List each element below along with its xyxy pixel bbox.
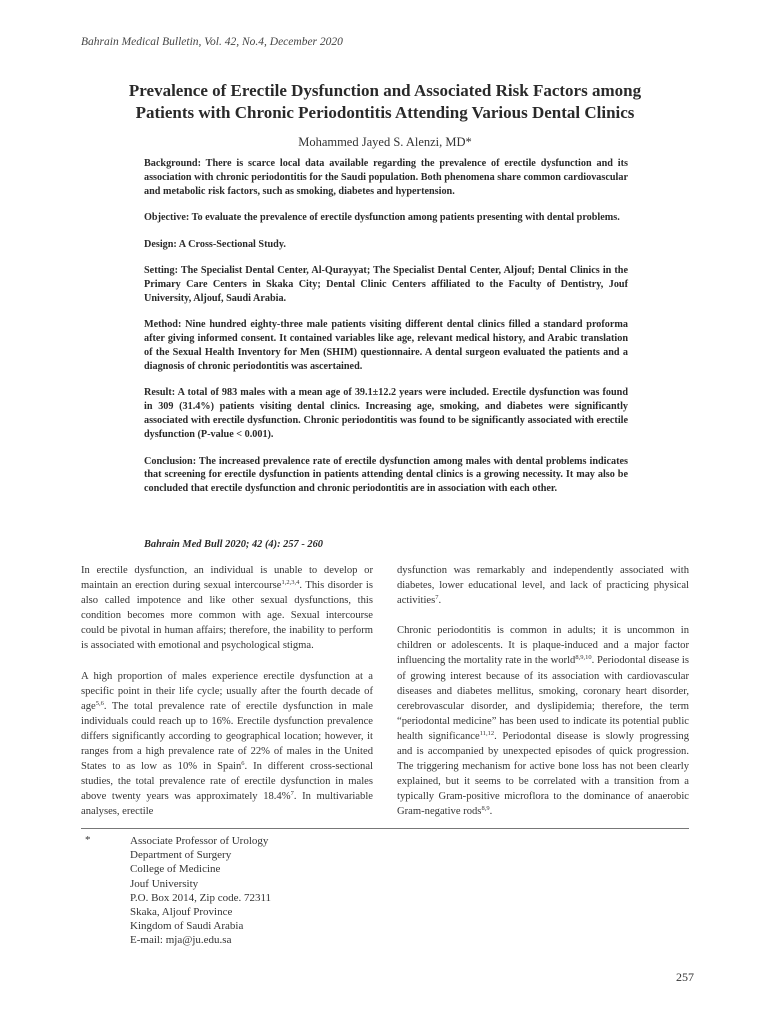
abstract-conclusion: Conclusion: The increased prevalence rate of erectile dysfunction among males with dental problems indicates that screening for erectile dysfunction in patients attending dental clinics is a growing necessity. It may also be concluded that erectile dysfunction and chronic periodontitis are in association with each other.: [144, 455, 628, 495]
reference-superscript: 5,6: [95, 699, 104, 707]
abstract-setting: Setting: The Specialist Dental Center, Al-Qurayyat; The Specialist Dental Center, Aljouf; Dental Clinics in the Primary Care Centers in Skaka City; Dental Clinic Centers affiliated to the Faculty of Dentistry, Jouf University, Aljouf, Saudi Arabia.: [144, 265, 628, 304]
journal-header: Bahrain Medical Bulletin, Vol. 42, No.4, December 2020: [81, 36, 343, 48]
text-run: .: [489, 806, 493, 818]
body-paragraph: [397, 623, 689, 819]
text-run: Chronic periodontitis is common in adults; it is uncommon in children or adolescents. It is plaque-induced and a major factor influencing the mortality rate in the world: [397, 625, 689, 667]
body-column-right: [397, 563, 689, 835]
citation: Bahrain Med Bull 2020; 42 (4): 257 - 260: [144, 539, 323, 550]
footnote-line: College of Medicine: [130, 863, 221, 876]
reference-superscript: 8,9: [481, 805, 490, 813]
title-line-2: Patients with Chronic Periodontitis Attending Various Dental Clinics: [135, 103, 635, 122]
text-run: . Periodontal disease is of growing interest because of its association with cardiovascular diseases and diabetes mellitus, smoking, coronary heart disorder, cerebrovascular disorder, and dyslipidemia; therefore, the term “periodontal medicine” has been used to indicate its potential public health significance: [397, 655, 689, 742]
abstract: [144, 157, 628, 509]
text-run: . Periodontal disease is slowly progressing and is accompanied by unexpected episodes of quick progression. The triggering mechanism for active bone loss has not been clearly explained, but it seems to be correlated with a transition from a typically Gram-positive microflora to the dominance of anaerobic Gram-negative rods: [397, 730, 689, 818]
reference-superscript: 8,9,10: [575, 654, 592, 662]
text-run: In erectile dysfunction, an individual is unable to develop or maintain an erection during sexual intercourse: [81, 565, 373, 592]
reference-superscript: 11,12: [479, 729, 495, 737]
body-column-left: [81, 563, 373, 835]
footnote-divider: [81, 828, 689, 829]
text-run: .: [438, 595, 442, 607]
text-run: . This disorder is also called impotence and like other sexual dysfunctions, this condition becomes more common with age. Sexual intercourse could be pivotal in human affairs; therefore, the inability to perform is associated with emotional and psychological stigma.: [81, 580, 373, 652]
title-line-1: Prevalence of Erectile Dysfunction and Associated Risk Factors among: [128, 81, 642, 100]
author-affiliation-footnote: [130, 834, 271, 948]
author-name: Mohammed Jayed S. Alenzi, MD*: [298, 135, 472, 149]
reference-superscript: 7: [435, 594, 439, 602]
footnote-line: Associate Professor of Urology: [130, 835, 269, 847]
text-run: A high proportion of males experience erectile dysfunction at a specific point in their life cycle; usually after the fourth decade of age: [81, 670, 373, 712]
abstract-design: Design: A Cross-Sectional Study.: [144, 238, 286, 250]
body-paragraph: [81, 563, 373, 654]
footnote-line: P.O. Box 2014, Zip code. 72311: [130, 891, 272, 904]
footnote-marker: *: [85, 834, 91, 846]
footnote-line: Jouf University: [130, 877, 199, 890]
text-run: . In different cross-sectional studies, the total prevalence rate of erectile dysfunction in males above twenty years was approximately 18.4%: [81, 761, 373, 803]
page-number: 257: [676, 970, 694, 984]
body-paragraph: [397, 563, 689, 608]
footnote-line: Department of Surgery: [130, 849, 232, 862]
text-run: . The total prevalence rate of erectile dysfunction in male individuals could reach up to 16%. Erectile dysfunction prevalence differs significantly according to geographical location; however, it ranges from a high prevalence rate of 22% of males in the United States to as low as 10% in Spain: [81, 700, 373, 773]
reference-superscript: 6: [241, 760, 245, 768]
abstract-background: Background: There is scarce local data available regarding the prevalence of erectile dysfunction and its association with chronic periodontitis for the Saudi population. Both phenomena share common cardiovascular and metabolic risk factors, such as smoking, diabetes and hypertension.: [144, 158, 628, 197]
footnote-line: Kingdom of Saudi Arabia: [130, 920, 244, 933]
text-run: dysfunction was remarkably and independently associated with diabetes, lower educational level, and lack of practicing physical activities: [397, 565, 689, 607]
text-run: . In multivariable analyses, erectile: [81, 791, 373, 818]
body-paragraph: [81, 669, 373, 820]
abstract-method: Method: Nine hundred eighty-three male patients visiting different dental clinics filled a standard proforma after giving informed consent. It contained variables like age, relevant medical history, and Arabic translation of the Sexual Health Inventory for Men (SHIM) questionnaire. A dental surgeon evaluated the patients and a diagnosis of chronic periodontitis was ascertained.: [144, 319, 628, 372]
abstract-objective: Objective: To evaluate the prevalence of erectile dysfunction among patients presenting with dental problems.: [144, 212, 620, 224]
footnote-line: Skaka, Aljouf Province: [130, 906, 233, 919]
reference-superscript: 7: [290, 790, 294, 798]
reference-superscript: 1,2,3,4: [281, 579, 300, 587]
article-title: [60, 80, 710, 124]
footnote-email: E-mail: mja@ju.edu.sa: [130, 934, 232, 947]
abstract-result: Result: A total of 983 males with a mean age of 39.1±12.2 years were included. Erectile dysfunction was found in 309 (31.4%) patients visiting dental clinics. Increasing age, smoking, and diabetes were significantly associated with erectile dysfunction. Chronic periodontitis was found to be significantly associated with erectile dysfunction (P-value < 0.001).: [144, 387, 628, 441]
